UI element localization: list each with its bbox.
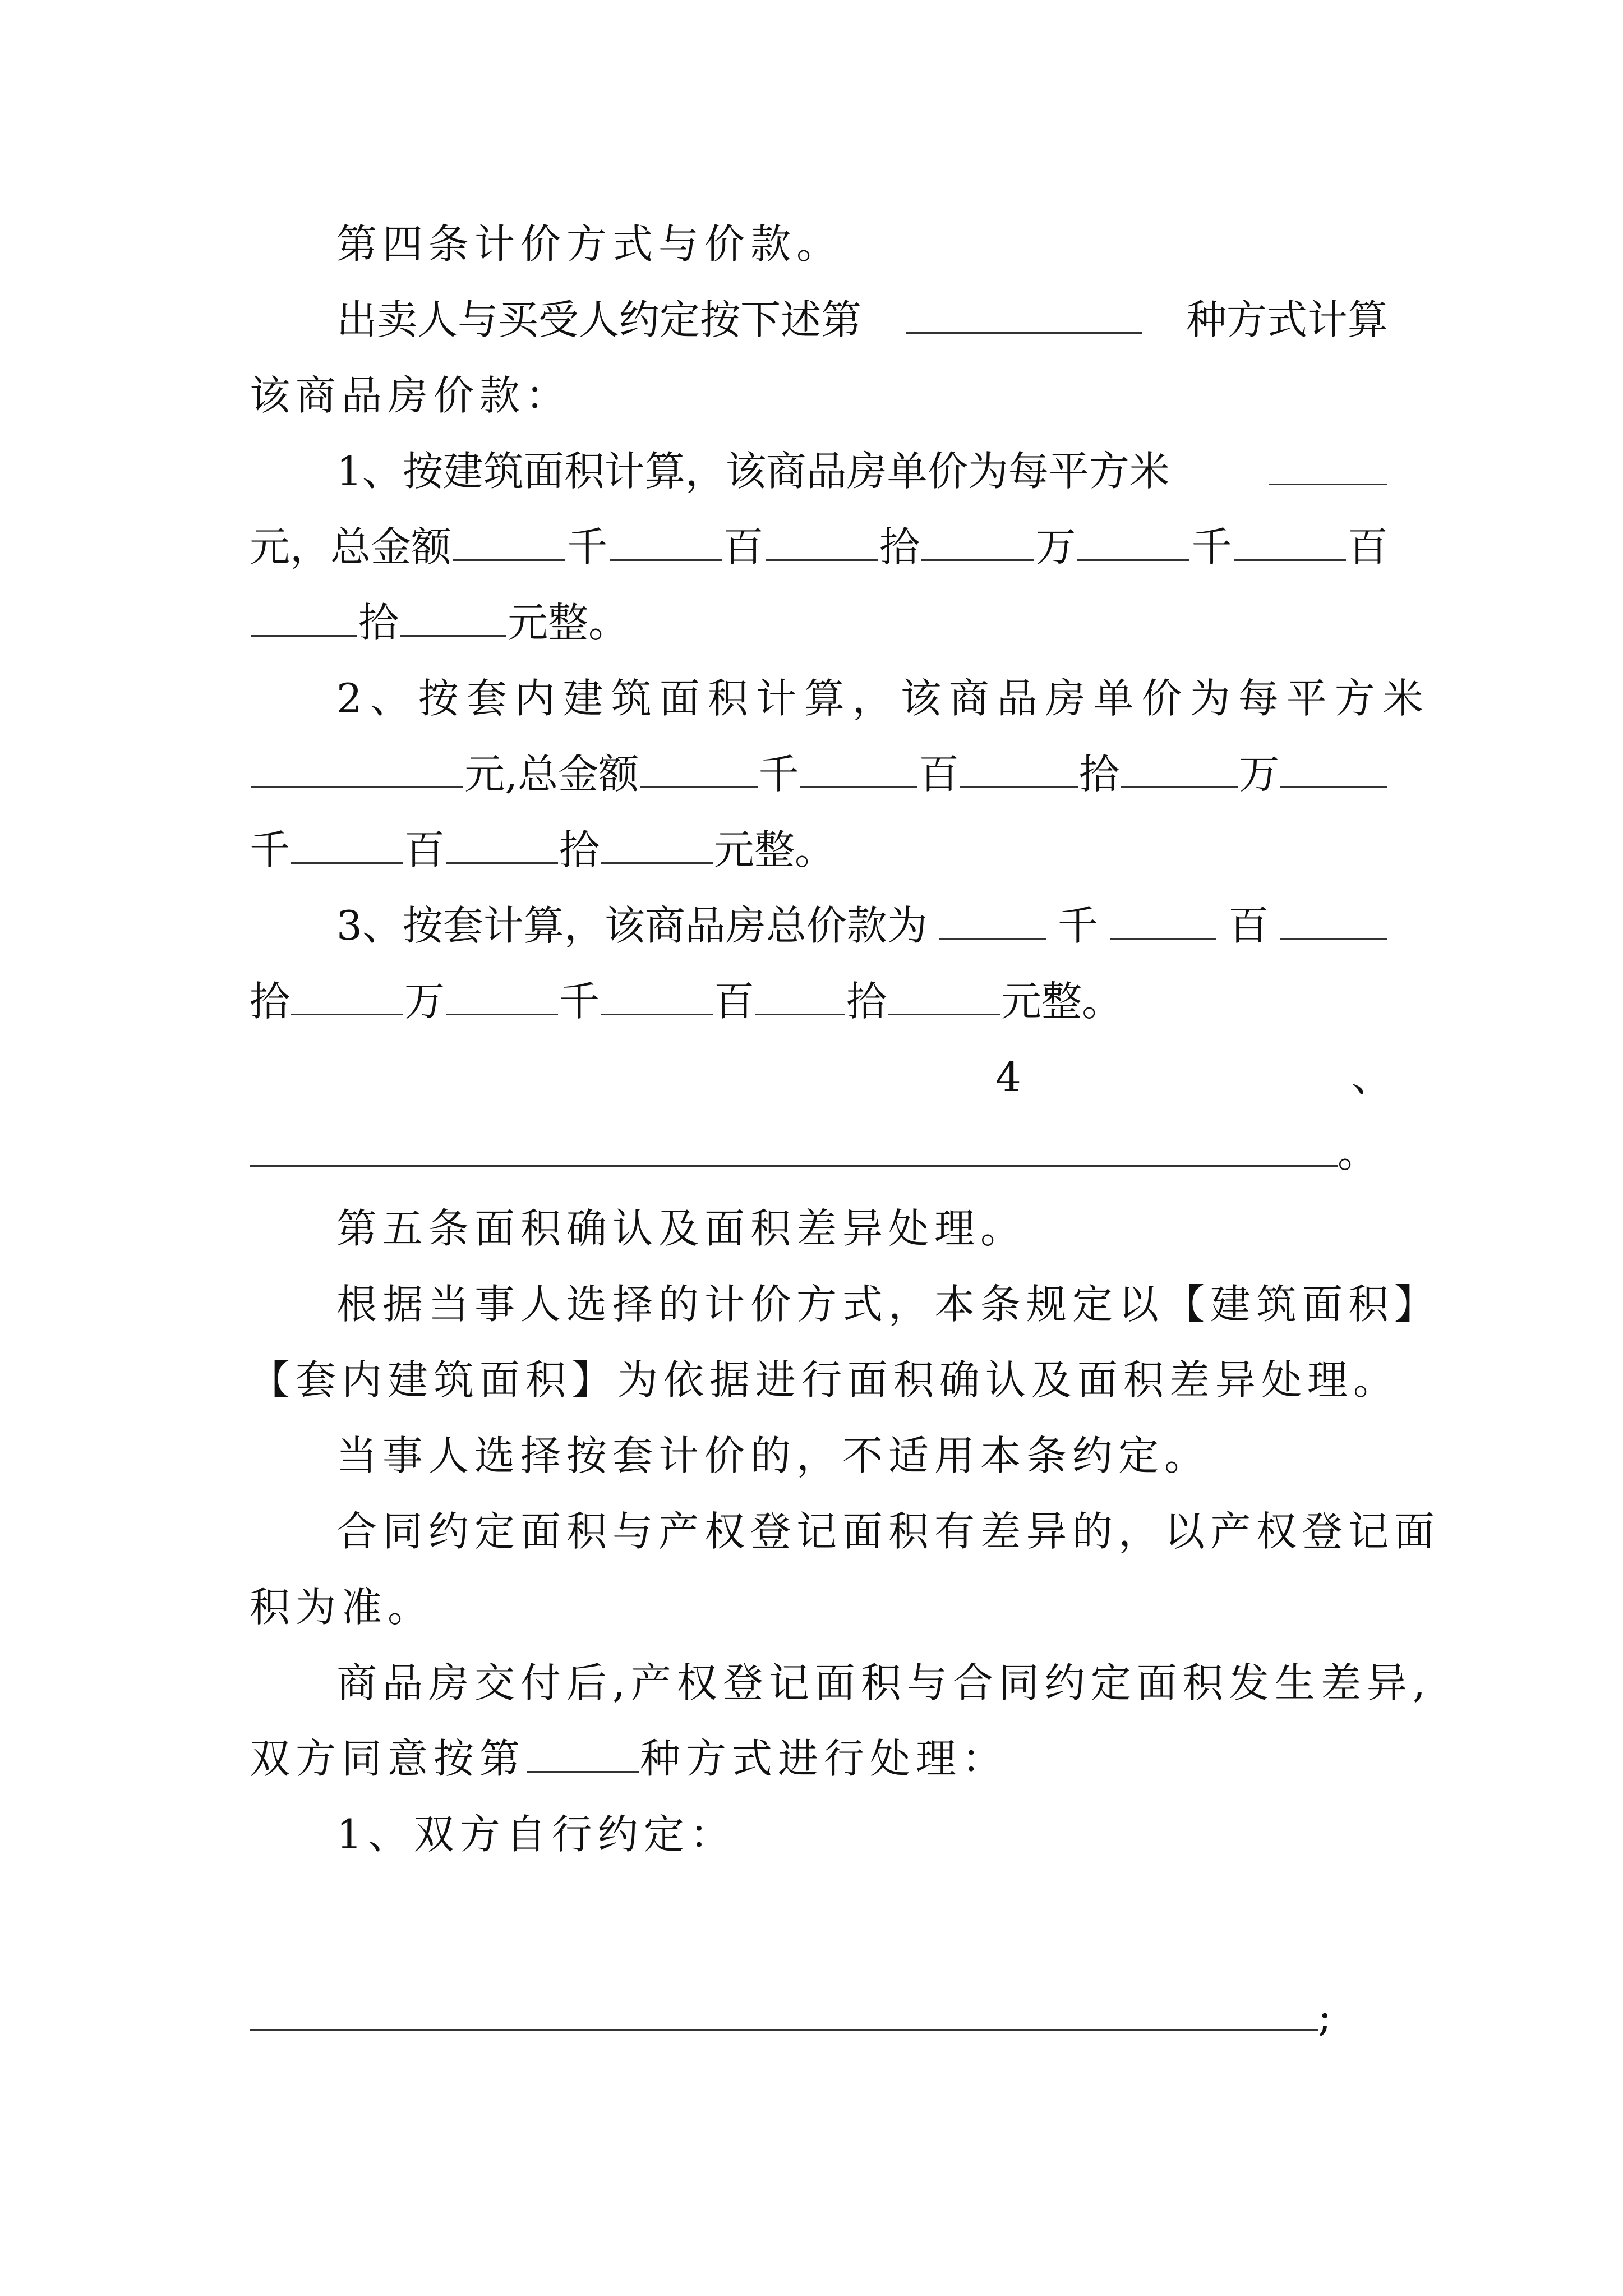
unit-label: 百	[1228, 902, 1269, 949]
unit-label: 拾	[879, 523, 920, 570]
amount-blank[interactable]	[400, 635, 506, 637]
unit-label: 百	[404, 826, 445, 873]
intro-text-b: 种方式计算	[1186, 296, 1388, 343]
method1-line2	[250, 519, 1388, 575]
article5-title: 第五条面积确认及面积差异处理。	[336, 1205, 1027, 1252]
amount-blank[interactable]	[1280, 786, 1387, 788]
unit-label: 拾	[846, 978, 887, 1025]
amount-blank[interactable]	[1121, 786, 1238, 788]
p4-text-a: 双方同意按第	[250, 1735, 526, 1782]
method4-separator: 、	[1352, 1053, 1393, 1101]
unit-label: 拾	[1078, 751, 1119, 798]
method4-number: 4	[995, 1053, 1021, 1101]
amount-blank[interactable]	[446, 1014, 558, 1015]
amount-blank[interactable]	[939, 938, 1046, 940]
amount-blank[interactable]	[1077, 559, 1189, 561]
unit-label: 拾	[250, 978, 291, 1025]
method1-line1	[336, 443, 1388, 499]
article5-p1-line2: 【套内建筑面积】为依据进行面积确认及面积差异处理。	[250, 1356, 1400, 1404]
article5-p1-line1: 根据当事人选择的计价方式，本条规定以【建筑面积】	[336, 1281, 1441, 1328]
amount-blank[interactable]	[640, 786, 758, 788]
article5-p4-line2	[250, 1731, 1388, 1787]
unit-label: 千	[567, 523, 608, 570]
method3-text: 3、按套计算，该商品房总价款为	[336, 902, 928, 949]
unit-label: 万	[1035, 523, 1076, 570]
handling-method-blank[interactable]	[527, 1771, 639, 1773]
unit-label: 千	[758, 751, 799, 798]
amount-blank[interactable]	[1280, 938, 1387, 940]
unit-label: 百	[1347, 523, 1388, 570]
amount-blank[interactable]	[766, 559, 878, 561]
method2-unit-price-blank[interactable]	[251, 786, 463, 788]
article5-p4-line1: 商品房交付后,产权登记面积与合同约定面积发生差异,	[336, 1659, 1431, 1706]
unit-label: 拾	[559, 826, 600, 873]
amount-blank[interactable]	[610, 559, 722, 561]
article5-p3-line1: 合同约定面积与产权登记面积有差异的，以产权登记面	[336, 1508, 1441, 1555]
amount-blank[interactable]	[960, 786, 1078, 788]
method2-line1: 2、按套内建筑面积计算，该商品房单价为每平方米	[336, 675, 1431, 722]
unit-label: 千	[559, 978, 600, 1025]
method4-end: 。	[1338, 1129, 1378, 1176]
method3-line1	[336, 898, 1388, 954]
total-amount-label: 元，总金额	[250, 523, 452, 570]
amount-blank[interactable]	[755, 1014, 845, 1015]
amount-blank[interactable]	[800, 786, 918, 788]
amount-blank[interactable]	[1110, 938, 1216, 940]
article5-p3-line2: 积为准。	[250, 1584, 434, 1631]
total-amount-label: 元,总金额	[464, 751, 639, 798]
unit-label: 千	[1191, 523, 1232, 570]
method4-line1	[250, 1049, 1393, 1105]
method-number-blank[interactable]	[906, 332, 1142, 334]
article4-intro-line2: 该商品房价款：	[250, 372, 572, 419]
unit-label: 百	[714, 978, 755, 1025]
method2-line3	[250, 822, 1388, 878]
option1-agreement-blank[interactable]	[250, 2029, 1318, 2031]
amount-blank[interactable]	[291, 862, 403, 864]
amount-blank[interactable]	[446, 862, 558, 864]
method1-unit-price-blank[interactable]	[1269, 484, 1387, 485]
amount-blank[interactable]	[1234, 559, 1346, 561]
amount-blank[interactable]	[291, 1014, 403, 1015]
method1-line3	[250, 595, 1388, 651]
article5-p2: 当事人选择按套计价的，不适用本条约定。	[336, 1432, 1211, 1479]
amount-blank[interactable]	[453, 559, 565, 561]
unit-label: 百	[919, 751, 960, 798]
unit-label: 万	[1239, 751, 1280, 798]
amount-blank[interactable]	[921, 559, 1034, 561]
unit-label: 万	[404, 978, 445, 1025]
intro-text-a: 出卖人与买受人约定按下述第	[336, 296, 862, 343]
article5-option1: 1、双方自行约定：	[336, 1811, 736, 1858]
unit-label: 元整。	[714, 826, 836, 873]
method4-line2	[250, 1125, 1388, 1181]
amount-blank[interactable]	[888, 1014, 1000, 1015]
method4-blank[interactable]	[250, 1165, 1338, 1167]
amount-blank[interactable]	[601, 862, 713, 864]
method1-text: 1、按建筑面积计算，该商品房单价为每平方米	[336, 448, 1170, 495]
amount-blank[interactable]	[601, 1014, 713, 1015]
unit-label: 元整。	[1001, 978, 1123, 1025]
unit-label: 千	[250, 826, 291, 873]
amount-blank[interactable]	[251, 635, 357, 637]
article4-title: 第四条计价方式与价款。	[336, 220, 843, 268]
unit-label: 千	[1057, 902, 1098, 949]
article4-intro-line1	[336, 292, 1388, 348]
option1-end: ;	[1318, 1993, 1332, 2040]
unit-label: 百	[723, 523, 764, 570]
p4-text-b: 种方式进行处理：	[640, 1735, 1008, 1782]
unit-label: 元整。	[508, 599, 629, 646]
method2-line2	[250, 746, 1388, 802]
method3-line2	[250, 973, 1388, 1029]
article5-option1-blank-line	[250, 1989, 1388, 2045]
unit-label: 拾	[358, 599, 399, 646]
